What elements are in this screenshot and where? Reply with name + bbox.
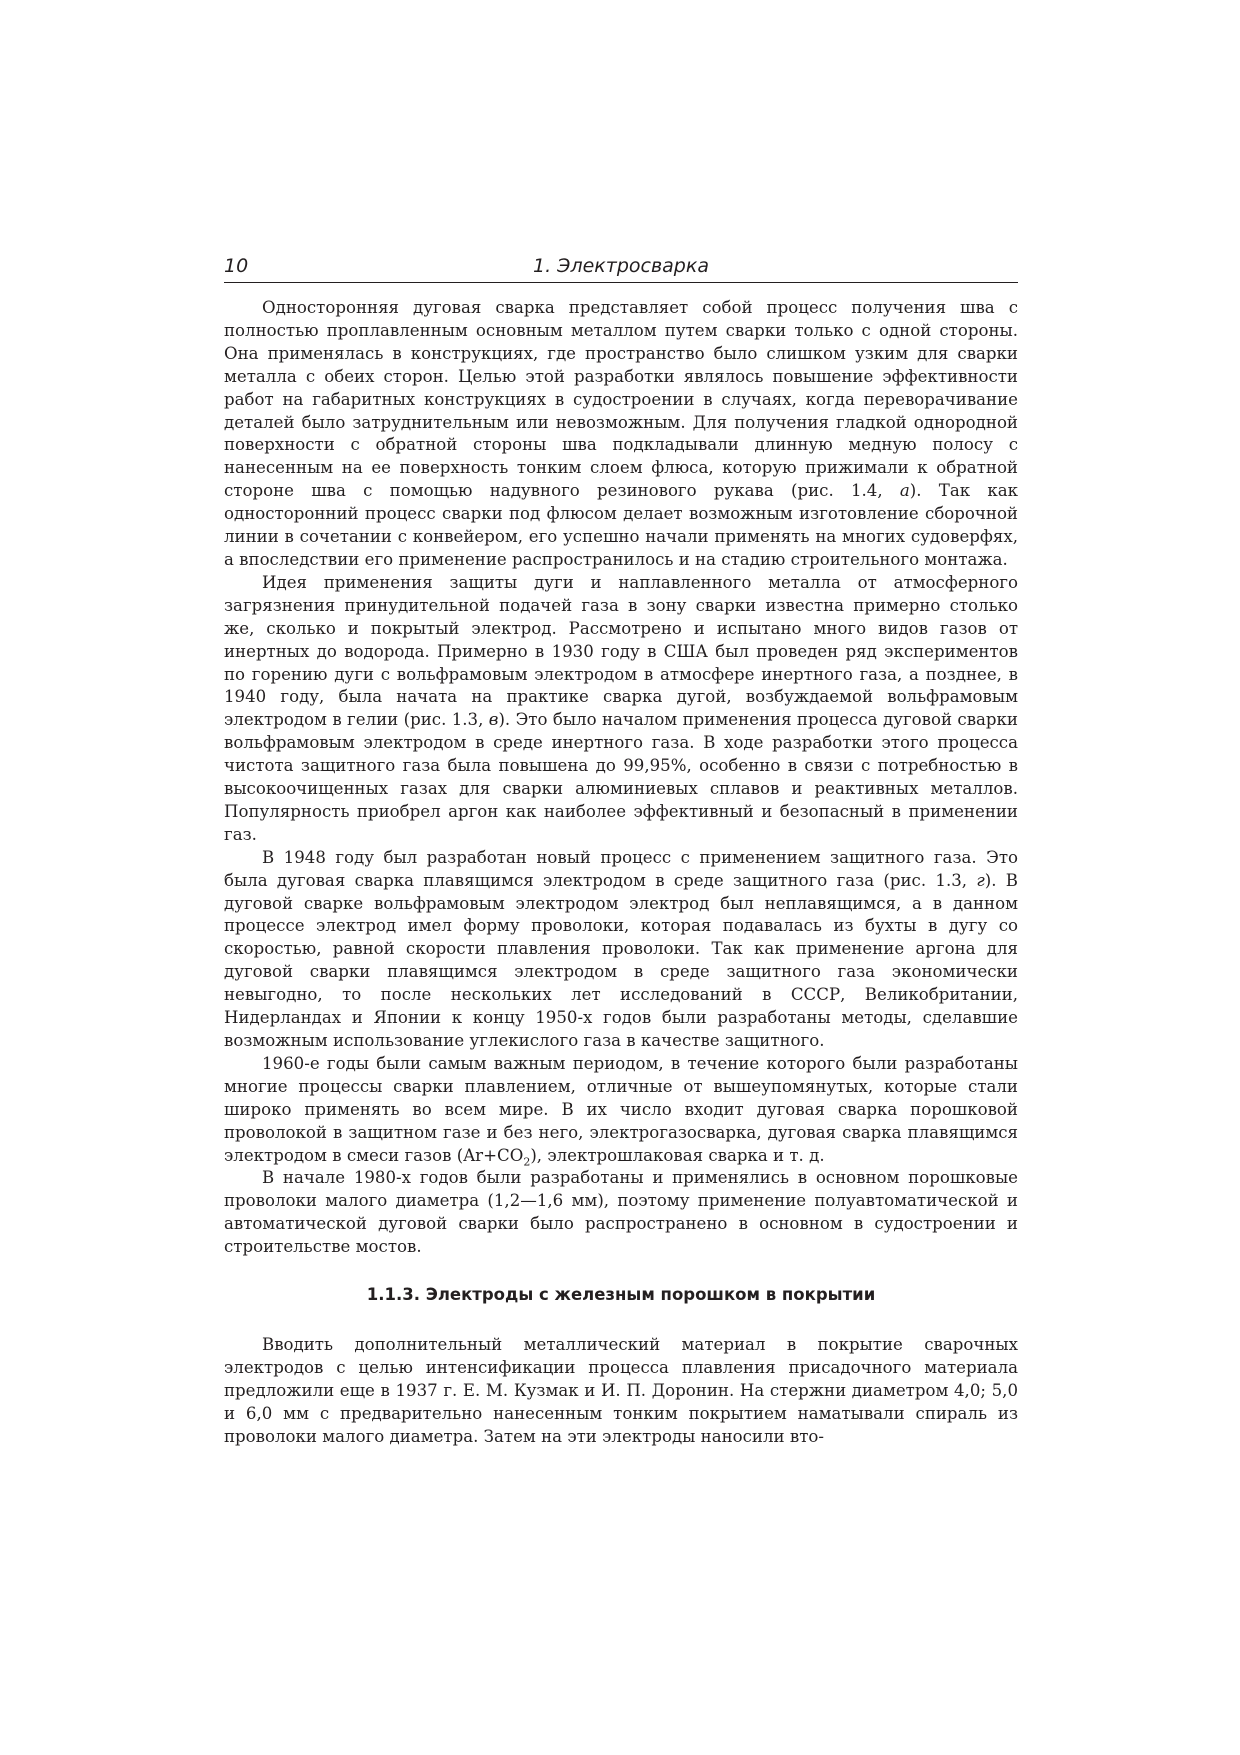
- text-segment: ). Так как односторонний процесс сварки под флюсом делает возможным изготовление сборочной линии в сочетании с конвейером, его успешно начали применять на многих судоверфях, а впоследствии его применение распространилось и на стадию строительного монтажа.: [224, 481, 1018, 569]
- paragraph-one-sided-welding: [224, 297, 1018, 572]
- paragraph-iron-powder: [224, 1334, 1018, 1449]
- text-segment: Односторонняя дуговая сварка представляет собой процесс получения шва с полностью проплавленным основным металлом путем сварки только с одной стороны. Она применялась в конструкциях, где пространство было слишком узким для сварки металла с обеих сторон. Целью этой разработки являлось повышение эффективности работ на габаритных конструкциях в судостроении в случаях, когда переворачивание деталей было затруднительным или невозможным. Для получения гладкой однородной поверхности с обратной стороны шва подкладывали длинную медную полосу с нанесенным на ее поверхность тонким слоем флюса, которую прижимали к обратной стороне шва с помощью надувного резинового рукава (рис. 1.4,: [224, 298, 1018, 501]
- text-segment: В 1948 году был разработан новый процесс с применением защитного газа. Это была дуговая сварка плавящимся электродом в среде защитного газа (рис. 1.3,: [224, 847, 1018, 890]
- text-segment: ). В дуговой сварке вольфрамовым электродом электрод был неплавящимся, а в данном процессе электрод имел форму проволоки, которая подавалась из бухты в дугу со скоростью, равной скорости плавления проволоки. Так как применение аргона для дуговой сварки плавящимся электродом в среде защитного газа экономически невыгодно, то после нескольких лет исследований в СССР, Великобритании, Нидерландах и Японии к концу 1950-х годов были разработаны методы, сделавшие возможным использование углекислого газа в качестве защитного.: [224, 870, 1018, 1050]
- text-segment: Вводить дополнительный металлический материал в покрытие сварочных электродов с целью интенсификации процесса плавления присадочного материала предложили еще в 1937 г. Е. М. Кузмак и И. П. Доронин. На стержни диаметром 4,0; 5,0 и 6,0 мм с предварительно нанесенным тонким покрытием наматывали спираль из проволоки малого диаметра. Затем на эти электроды наносили вто-: [224, 1334, 1018, 1446]
- text-segment: В начале 1980-х годов были разработаны и применялись в основном порошковые проволоки малого диаметра (1,2—1,6 мм), поэтому применение полуавтоматической и автоматической дуговой сварки было распространено в основном в судостроении и строительстве мостов.: [224, 1168, 1018, 1257]
- text-segment: Идея применения защиты дуги и наплавленного металла от атмосферного загрязнения принудительной подачей газа в зону сварки известна примерно столько же, сколько и покрытый электрод. Рассмотрено и испытано много видов газов от инертных до водорода. Примерно в 1930 году в США был проведен ряд экспериментов по горению дуги с вольфрамовым электродом в атмосфере инертного газа, а позднее, в 1940 году, была начата на практике сварка дугой, возбуждаемой вольфрамовым электродом в гелии (рис. 1.3,: [224, 572, 1018, 730]
- figure-label: в: [488, 710, 499, 730]
- text-segment: 1960-е годы были самым важным периодом, в течение которого были разработаны многие процессы сварки плавлением, отличные от вышеупомянутых, которые стали широко применять во всем мире. В их число входит дуговая сварка порошковой проволокой в защитном газе и без него, электрогазосварка, дуговая сварка плавящимся электродом в смеси газов (Ar+CO: [224, 1053, 1018, 1165]
- running-head: [224, 252, 1018, 283]
- subscript: 2: [523, 1154, 531, 1168]
- text-segment: ), электрошлаковая сварка и т. д.: [530, 1145, 825, 1165]
- figure-label: а: [899, 481, 910, 501]
- page-number: 10: [224, 255, 249, 277]
- paragraph-1960s: [224, 1053, 1018, 1168]
- section-heading: 1.1.3. Электроды с железным порошком в покрытии: [366, 1285, 876, 1305]
- main-text: [224, 297, 1018, 1449]
- chapter-title: 1. Электросварка: [533, 255, 709, 277]
- paragraph-gas-shielding: [224, 572, 1018, 847]
- paragraph-1980s: [224, 1167, 1018, 1259]
- book-page: [224, 252, 1018, 1449]
- paragraph-1948-process: [224, 847, 1018, 1053]
- text-segment: ). Это было началом применения процесса дуговой сварки вольфрамовым электродом в среде инертного газа. В ходе разработки этого процесса чистота защитного газа была повышена до 99,95%, особенно в связи с потребностью в высокоочищенных газах для сварки алюминиевых сплавов и реактивных металлов. Популярность приобрел аргон как наиболее эффективный и безопасный в применении газ.: [224, 710, 1018, 844]
- figure-label: г: [976, 870, 985, 890]
